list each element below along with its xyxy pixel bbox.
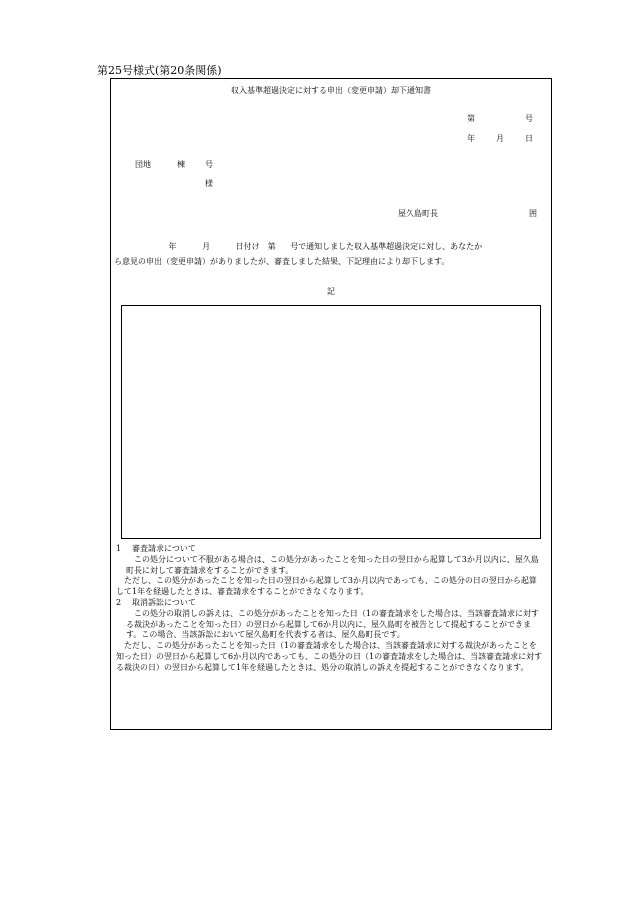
addressee-room: 号 <box>205 160 213 169</box>
body-year: 年 <box>168 242 177 251</box>
notice-body <box>114 239 545 269</box>
date-month: 月 <box>496 134 504 143</box>
note-2-heading <box>116 598 543 609</box>
body-text-1: 号で通知しました収入基準超過決定に対し、あなたか <box>290 242 483 251</box>
addressee-building: 棟 <box>177 160 185 169</box>
number-suffix: 号 <box>525 114 533 123</box>
date-year: 年 <box>467 134 475 143</box>
date-day: 日 <box>525 134 533 143</box>
note-2-number: 2 <box>116 597 122 607</box>
date-line <box>467 133 533 144</box>
notice-body-line-2: ら意見の申出（変更申請）がありましたが、審査しました結果、下記理由により却下します。 <box>114 257 450 266</box>
addressee-honorific-line <box>135 178 213 189</box>
addressee-danchi: 団地 <box>135 160 151 169</box>
body-month: 月 <box>202 242 211 251</box>
appeal-notes <box>116 544 543 674</box>
note-1-heading <box>116 544 543 555</box>
form-number-label: 第25号様式(第20条関係) <box>97 64 222 77</box>
note-1-title: 審査請求について <box>132 544 196 553</box>
reason-box <box>121 305 541 539</box>
notice-number-date <box>467 113 533 153</box>
issuer-seal-mark: 囲 <box>529 209 537 218</box>
notice-number-line <box>467 113 533 124</box>
notice-body-line-1 <box>114 239 545 254</box>
addressee-honorific: 様 <box>205 179 213 188</box>
issuer-name: 屋久島町長 <box>398 209 438 218</box>
issuer-line <box>398 208 537 219</box>
body-day-ref: 日付け 第 <box>235 242 276 251</box>
note-2-paragraph-2: ただし、この処分があったことを知った日（1の審査請求をした場合は、当該審査請求に対する裁決があったことを知った日）の翌日から起算して6か月以内であっても、この処分の日（1の審査請求をした場合は、当該審査請求に対する裁決の日）の翌日から起算して1年を経過したときは、処分の取消しの訴えを提起することができなくなります。 <box>116 641 543 672</box>
addressee-line <box>135 159 213 170</box>
note-1-paragraph-2: ただし、この処分があったことを知った日の翌日から起算して3か月以内であっても、この処分の日の翌日から起算して1年を経過したときは、審査請求をすることができなくなります。 <box>116 576 537 597</box>
ki-heading: 記 <box>327 287 335 296</box>
document-frame <box>110 78 552 730</box>
note-1-paragraph-1: この処分について不服がある場合は、この処分があったことを知った日の翌日から起算して3か月以内に、屋久島町長に対して審査請求をすることができます。 <box>126 554 539 575</box>
note-1-number: 1 <box>116 544 122 553</box>
note-2-paragraph-1: この処分の取消しの訴えは、この処分があったことを知った日（1の審査請求をした場合は、当該審査請求に対する裁決があったことを知った日）の翌日から起算して6か月以内に、屋久島町を被告として提起することができます。この場合、当該訴訟において屋久島町を代表する者は、屋久島町長です。 <box>126 608 540 640</box>
document-title: 収入基準超過決定に対する申出（変更申請）却下通知書 <box>231 86 431 95</box>
number-prefix: 第 <box>467 114 475 123</box>
note-2-title: 取消訴訟について <box>132 597 196 607</box>
addressee-block <box>135 159 213 197</box>
